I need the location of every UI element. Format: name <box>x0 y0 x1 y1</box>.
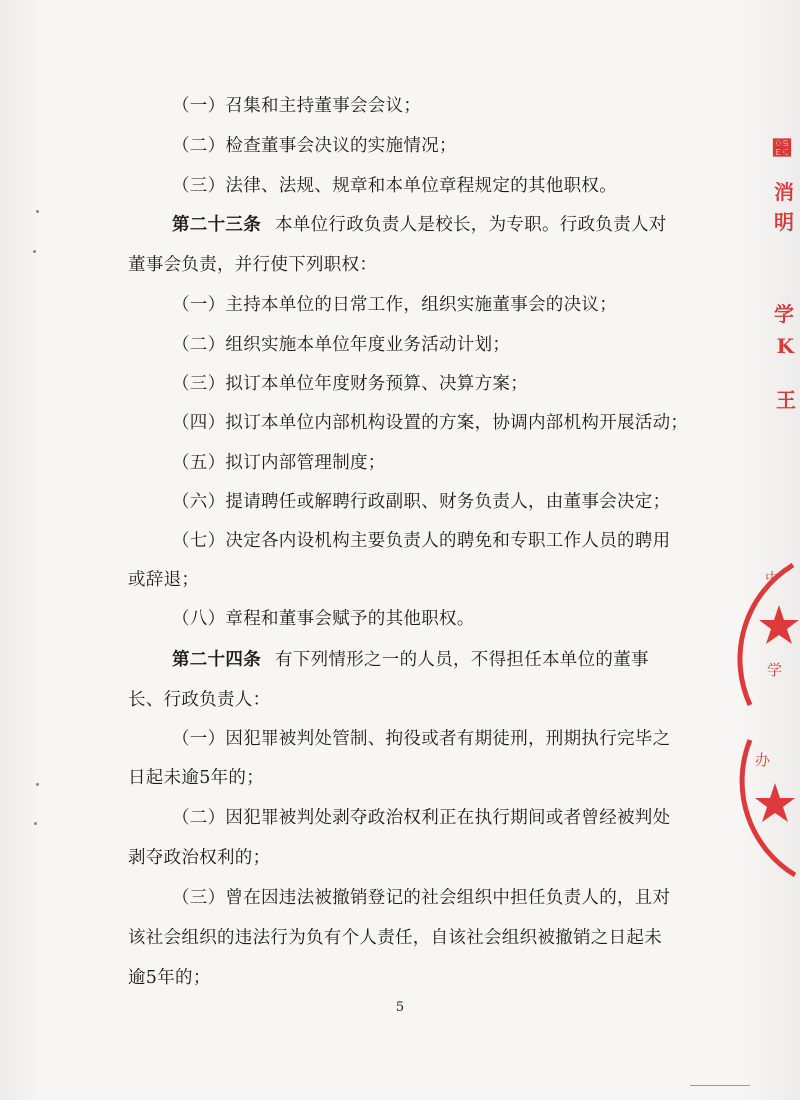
seal-text: 中 <box>765 571 779 587</box>
list-item-continuation: 日起未逾5年的； <box>128 768 265 788</box>
article-heading: 第二十四条 <box>172 650 261 670</box>
list-item: （六）提请聘任或解聘行政副职、财务负责人，由董事会决定； <box>172 492 671 512</box>
seal-text: 学 <box>767 661 783 679</box>
adjacent-page-edge <box>740 0 800 1100</box>
list-item: （五）拟订内部管理制度； <box>172 453 386 473</box>
list-item: （四）拟订本单位内部机构设置的方案，协调内部机构开展活动； <box>172 413 689 433</box>
article-text: 有下列情形之一的人员，不得担任本单位的董事 <box>275 650 649 670</box>
paragraph-line: 长、行政负责人： <box>128 690 271 710</box>
list-item: （三）曾在因违法被撤销登记的社会组织中担任负责人的，且对 <box>172 888 671 908</box>
page-number: 5 <box>395 1000 405 1015</box>
article-23-first-line <box>172 213 667 237</box>
list-item-continuation: 或辞退； <box>128 570 200 590</box>
edge-character: 学 <box>774 302 794 326</box>
article-text: 本单位行政负责人是校长，为专职。行政负责人对 <box>275 215 667 235</box>
list-item: （一）主持本单位的日常工作，组织实施董事会的决议； <box>172 295 617 315</box>
paragraph-line: （一）召集和主持董事会会议； <box>172 96 422 116</box>
edge-character: K <box>776 334 794 358</box>
list-item: （三）拟订本单位年度财务预算、决算方案； <box>172 374 528 394</box>
page-edge-rule <box>690 1085 750 1086</box>
paragraph-line: （三）法律、法规、规章和本单位章程规定的其他职权。 <box>172 176 617 196</box>
seal-star-icon <box>755 783 795 822</box>
list-item: （八）章程和董事会赋予的其他职权。 <box>172 609 475 629</box>
paragraph-line: 董事会负责，并行使下列职权： <box>128 255 378 275</box>
edge-character: 明 <box>774 210 794 234</box>
edge-character: 王 <box>776 388 796 412</box>
edge-character: ׬ <box>772 136 792 160</box>
binding-hole-mark <box>34 822 37 825</box>
binding-hole-mark <box>36 783 39 786</box>
list-item-continuation: 该社会组织的违法行为负有个人责任，自该社会组织被撤销之日起未 <box>128 928 662 948</box>
list-item: （二）因犯罪被判处剥夺政治权利正在执行期间或者曾经被判处 <box>172 808 671 828</box>
binding-hole-mark <box>36 210 39 213</box>
red-seal-stamp <box>735 555 800 885</box>
article-24-first-line <box>172 648 649 672</box>
binding-hole-mark <box>33 250 36 253</box>
list-item-continuation: 逾5年的； <box>128 968 211 988</box>
paragraph-line: （二）检查董事会决议的实施情况； <box>172 136 457 156</box>
seal-star-icon <box>759 605 799 644</box>
seal-text: 办 <box>755 751 771 769</box>
edge-character: 消 <box>774 180 794 204</box>
list-item-continuation: 剥夺政治权利的； <box>128 848 271 868</box>
list-item: （二）组织实施本单位年度业务活动计划； <box>172 335 511 355</box>
list-item: （七）决定各内设机构主要负责人的聘免和专职工作人员的聘用 <box>172 531 671 551</box>
article-heading: 第二十三条 <box>172 215 261 235</box>
list-item: （一）因犯罪被判处管制、拘役或者有期徒刑，刑期执行完毕之 <box>172 729 671 749</box>
